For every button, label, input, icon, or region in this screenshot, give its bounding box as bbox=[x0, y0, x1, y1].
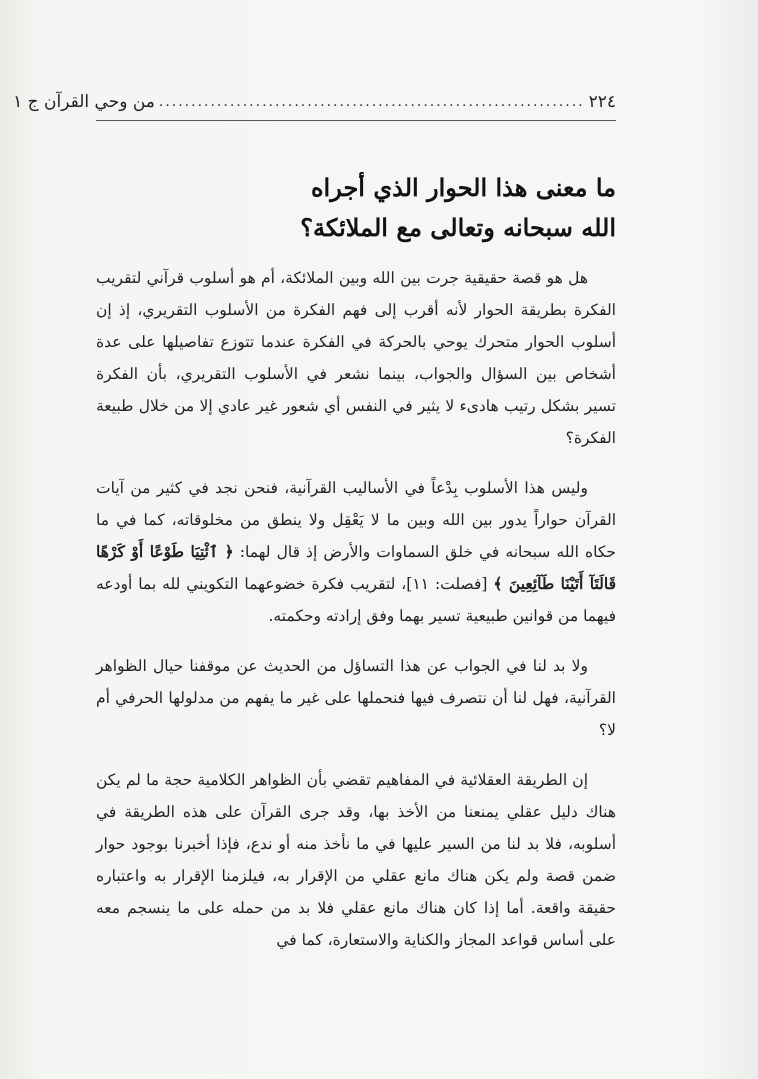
body-text bbox=[96, 262, 616, 974]
running-header bbox=[13, 88, 616, 116]
section-heading-line-1: ما معنى هذا الحوار الذي أجراه bbox=[310, 173, 616, 202]
paragraph-1: هل هو قصة حقيقية جرت بين الله وبين الملائكة، أم هو أسلوب قرآني لتقريب الفكرة بطريقة الحوار لأنه أقرب إلى فهم الفكرة من الأسلوب التقريري، إذ إن أسلوب الحوار متحرك يوحي بالحركة في الفكرة عندما تتوزع تفاصيلها على عدة أشخاص بين السؤال والجواب، بينما نشعر في الأسلوب التقريري، بأن الفكرة تسير بشكل رتيب هادىء لا يثير في النفس أي شعور غير عادي إلا من خلال طبيعة الفكرة؟ bbox=[96, 269, 616, 447]
header-dot-leader: .................................................................. bbox=[158, 94, 585, 110]
section-heading-line-2: الله سبحانه وتعالى مع الملائكة؟ bbox=[300, 213, 616, 242]
paragraph-2-text-a: وليس هذا الأسلوب بِدْعاً في الأساليب القرآنية، فنحن نجد في كثير من آيات القرآن حواراً يدور بين الله وبين ما لا يَعْقِل ولا ينطق من مخلوقاته، كما في ما حكاه الله سبحانه في خلق السماوات والأرض إذ قال لهما: bbox=[96, 479, 616, 561]
paragraph-2-text-b: [فصلت: ١١]، لتقريب فكرة خضوعهما التكويني لله بما أودعه فيهما من قوانين طبيعية تسير بهما وفق إرادته وحكمته. bbox=[96, 575, 616, 625]
page-number: ٢٢٤ bbox=[588, 92, 616, 112]
paragraph-4: إن الطريقة العقلائية في المفاهيم تقضي بأن الظواهر الكلامية حجة ما لم يكن هناك دليل عقلي يمنعنا من الأخذ بها، وقد جرى القرآن على هذه الطريقة في أسلوبه، فلا بد لنا من السير عليها في ما نأخذ منه أو ندع، فإذا أخبرنا بوجود حوار ضمن قصة ولم يكن هناك مانع عقلي من الإقرار به، فيلزمنا الإقرار به واعتباره حقيقة واقعة. أما إذا كان هناك مانع عقلي فلا بد من حمله على ما ينسجم معه على أساس قواعد المجاز والكناية والاستعارة، كما في bbox=[96, 771, 616, 949]
header-rule bbox=[96, 120, 616, 121]
quran-verse: ﴿ ٱئْتِيَا طَوْعًا أَوْ كَرْهًا قَالَتَآ أَتَيْنَا طَآئِعِينَ ﴾ bbox=[96, 542, 616, 593]
section-heading bbox=[96, 168, 616, 248]
paragraph-2 bbox=[96, 472, 616, 632]
book-title: من وحي القرآن ج ١ bbox=[13, 92, 155, 112]
paragraph-3: ولا بد لنا في الجواب عن هذا التساؤل من الحديث عن موقفنا حيال الظواهر القرآنية، فهل لنا أن نتصرف فيها فنحملها على غير ما يفهم من مدلولها الحرفي أم لا؟ bbox=[96, 657, 616, 739]
